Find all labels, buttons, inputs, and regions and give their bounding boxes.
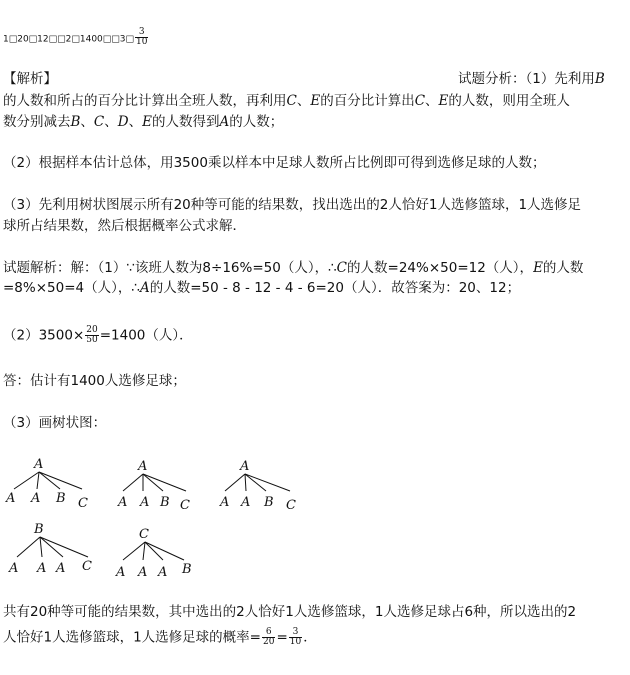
analysis-p3-line2: 球所占结果数，然后根据概率公式求解． [3, 218, 246, 234]
answer-sentence: 答：估计有1400人选修足球； [3, 373, 186, 389]
var: E [310, 93, 321, 109]
conclusion-line1: 共有20种等可能的结果数，其中选出的2人恰好1人选修篮球，1人选修足球占6种，所以选出的2 [3, 604, 577, 620]
tree-leaf: A [118, 495, 128, 510]
var: E [533, 260, 543, 276]
answer-text: 1□20□12□□2□1400□□3□ [3, 34, 135, 45]
tree-leaf: B [160, 495, 170, 510]
text: ． [303, 629, 317, 646]
var: A [219, 114, 230, 130]
var: C [286, 93, 297, 109]
fraction-denominator: 50 [86, 335, 98, 345]
solution3-label: （3）画树状图： [3, 415, 107, 431]
tree-1 [5, 457, 88, 511]
analysis-intro-text: 试题分析：（1）先利用 [458, 71, 595, 87]
tree-root: B [34, 522, 44, 537]
fraction-denominator: 20 [263, 637, 275, 647]
text: （2）3500× [3, 327, 85, 344]
tree-root: C [139, 527, 149, 542]
tree-leaf: C [78, 496, 88, 511]
tree-leaf: A [31, 491, 41, 506]
text: 、 [128, 114, 143, 130]
tree-leaf: A [37, 561, 47, 576]
text: 、 [296, 93, 311, 109]
tree-3 [219, 459, 296, 513]
tree-leaf: A [6, 491, 16, 506]
text: 、 [425, 93, 439, 109]
conclusion-fraction-1 [262, 628, 275, 647]
text: 人恰好1人选修篮球，1人选修足球的概率= [3, 629, 261, 646]
tree-2 [117, 459, 190, 513]
analysis-p2: （2）根据样本估计总体，用3500乘以样本中足球人数所占比例即可得到选修足球的人数； [3, 155, 546, 171]
fraction-numerator: 6 [262, 628, 275, 638]
text: 的人数； [229, 114, 284, 130]
var: C [414, 93, 426, 109]
conclusion-fraction-2 [289, 628, 302, 647]
var: A [139, 280, 150, 296]
tree-leaf: A [241, 495, 251, 510]
fraction-numerator: 3 [135, 28, 148, 38]
var: C [336, 260, 348, 276]
analysis-label: 【解析】 [3, 71, 57, 87]
tree-leaf: B [264, 495, 274, 510]
tree-leaf: A [116, 565, 126, 580]
text: 试题解析：解：（1）∵该班人数为8÷16%=50（人），∴ [3, 260, 337, 276]
text: 、 [104, 114, 118, 130]
text: 的人数和所占的百分比计算出全班人数，再利用 [3, 93, 287, 109]
tree-4 [8, 522, 92, 576]
var: C [93, 114, 105, 130]
tree-leaf: A [138, 565, 148, 580]
tree-leaf: A [220, 495, 230, 510]
text: 的人数=24%×50=12（人）， [347, 260, 534, 276]
fraction-numerator: 20 [86, 325, 98, 335]
text: =8%×50=4（人），∴ [3, 280, 140, 296]
tree-leaf: C [82, 559, 92, 574]
var: D [117, 114, 129, 130]
tree-5 [115, 527, 192, 580]
text: 的人数，则用全班人 [448, 93, 570, 109]
text: 的人数=50 - 8 - 12 - 4 - 6=20（人）．故答案为：20、12； [149, 280, 521, 296]
conclusion-line2 [3, 628, 317, 647]
text: 数分别减去 [3, 114, 71, 130]
analysis-p3-line1: （3）先利用树状图展示所有20种等可能的结果数，找出选出的2人恰好1人选修篮球，1人选修足 [3, 197, 582, 213]
tree-leaf: C [286, 498, 296, 513]
tree-leaf: B [182, 562, 192, 577]
text: = [276, 629, 288, 646]
text: 的人数得到 [151, 114, 220, 130]
tree-leaf: A [56, 561, 66, 576]
var: B [594, 71, 605, 87]
tree-leaf: A [158, 565, 168, 580]
text: 的人数 [542, 260, 584, 276]
tree-root: A [240, 459, 250, 474]
text: 、 [80, 114, 94, 130]
tree-root: A [138, 459, 148, 474]
tree-leaf: B [56, 491, 66, 506]
fraction-numerator: 3 [289, 628, 302, 638]
fraction-denominator: 10 [136, 37, 148, 47]
tree-leaf: A [9, 561, 19, 576]
var: E [142, 114, 152, 130]
tree-leaf: C [180, 498, 190, 513]
tree-leaf: A [140, 495, 150, 510]
text: =1400（人）． [99, 327, 193, 344]
var: B [70, 114, 81, 130]
text: 的百分比计算出 [320, 93, 415, 109]
var: E [438, 93, 449, 109]
fraction-denominator: 10 [289, 637, 302, 647]
tree-root: A [34, 457, 44, 472]
